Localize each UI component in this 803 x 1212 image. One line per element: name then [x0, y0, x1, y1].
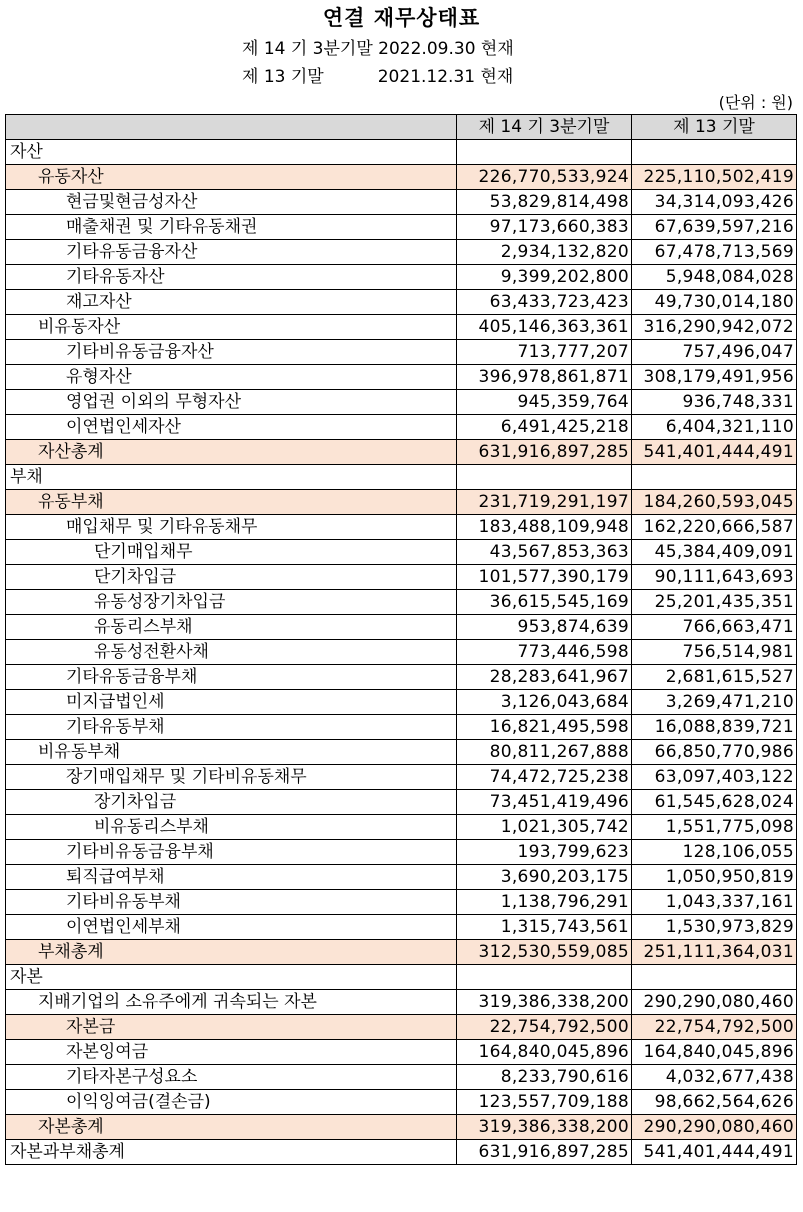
prior-period-value: 308,179,491,956	[632, 365, 797, 390]
table-row	[6, 640, 797, 665]
current-period-value: 631,916,897,285	[457, 1140, 632, 1165]
prior-period-value: 16,088,839,721	[632, 715, 797, 740]
prior-period-value: 25,201,435,351	[632, 590, 797, 615]
prior-period-value: 4,032,677,438	[632, 1065, 797, 1090]
table-row	[6, 665, 797, 690]
current-period-value	[457, 465, 632, 490]
prior-period-value: 22,754,792,500	[632, 1015, 797, 1040]
row-label: 기타비유동부채	[6, 890, 457, 915]
current-period-value: 36,615,545,169	[457, 590, 632, 615]
current-period-value: 164,840,045,896	[457, 1040, 632, 1065]
row-label: 지배기업의 소유주에게 귀속되는 자본	[6, 990, 457, 1015]
table-row	[6, 315, 797, 340]
prior-period-value: 34,314,093,426	[632, 190, 797, 215]
row-label: 부채	[6, 465, 457, 490]
current-period-value: 945,359,764	[457, 390, 632, 415]
table-row	[6, 790, 797, 815]
balance-sheet-table	[5, 114, 797, 1165]
prior-period-value: 164,840,045,896	[632, 1040, 797, 1065]
prior-period-value: 61,545,628,024	[632, 790, 797, 815]
current-period-value	[457, 140, 632, 165]
row-label: 매출채권 및 기타유동채권	[6, 215, 457, 240]
prior-period-value: 67,478,713,569	[632, 240, 797, 265]
row-label: 자본잉여금	[6, 1040, 457, 1065]
prior-period-value: 1,043,337,161	[632, 890, 797, 915]
table-row	[6, 490, 797, 515]
row-label: 단기차입금	[6, 565, 457, 590]
table-row	[6, 715, 797, 740]
table-row	[6, 1090, 797, 1115]
table-row	[6, 1065, 797, 1090]
row-label: 자산	[6, 140, 457, 165]
table-row	[6, 765, 797, 790]
row-label: 이연법인세부채	[6, 915, 457, 940]
prior-period-value: 251,111,364,031	[632, 940, 797, 965]
row-label: 이연법인세자산	[6, 415, 457, 440]
row-label: 현금및현금성자산	[6, 190, 457, 215]
row-label: 미지급법인세	[6, 690, 457, 715]
table-row	[6, 365, 797, 390]
row-label: 유동성장기차입금	[6, 590, 457, 615]
statement-title: 연결 재무상태표	[322, 6, 481, 30]
table-row	[6, 865, 797, 890]
header-item	[6, 115, 457, 140]
row-label: 유동성전환사채	[6, 640, 457, 665]
current-period-value: 3,690,203,175	[457, 865, 632, 890]
header-prior-period: 제 13 기말	[632, 115, 797, 140]
header-current-period: 제 14 기 3분기말	[457, 115, 632, 140]
prior-period-value: 49,730,014,180	[632, 290, 797, 315]
current-period-value: 1,138,796,291	[457, 890, 632, 915]
prior-period-value: 66,850,770,986	[632, 740, 797, 765]
table-row	[6, 390, 797, 415]
row-label: 기타유동금융부채	[6, 665, 457, 690]
table-row	[6, 1115, 797, 1140]
table-row	[6, 990, 797, 1015]
row-label: 유동자산	[6, 165, 457, 190]
current-period-value: 231,719,291,197	[457, 490, 632, 515]
table-row	[6, 740, 797, 765]
row-label: 부채총계	[6, 940, 457, 965]
row-label: 기타비유동금융자산	[6, 340, 457, 365]
table-row	[6, 1040, 797, 1065]
current-period-value: 773,446,598	[457, 640, 632, 665]
table-row	[6, 965, 797, 990]
table-row	[6, 615, 797, 640]
row-label: 단기매입채무	[6, 540, 457, 565]
current-period-value: 183,488,109,948	[457, 515, 632, 540]
prior-period-value: 541,401,444,491	[632, 1140, 797, 1165]
prior-period-value: 90,111,643,693	[632, 565, 797, 590]
current-period-value: 53,829,814,498	[457, 190, 632, 215]
current-period-value: 22,754,792,500	[457, 1015, 632, 1040]
table-row	[6, 565, 797, 590]
current-period-value: 319,386,338,200	[457, 1115, 632, 1140]
row-label: 기타유동자산	[6, 265, 457, 290]
current-period-value: 73,451,419,496	[457, 790, 632, 815]
table-row	[6, 940, 797, 965]
current-period-value: 63,433,723,423	[457, 290, 632, 315]
table-row	[6, 290, 797, 315]
current-period-value: 123,557,709,188	[457, 1090, 632, 1115]
row-label: 기타유동금융자산	[6, 240, 457, 265]
prior-period-value: 3,269,471,210	[632, 690, 797, 715]
prior-period-value: 98,662,564,626	[632, 1090, 797, 1115]
row-label: 기타자본구성요소	[6, 1065, 457, 1090]
current-period-label: 제 14 기 3분기말 2022.09.30 현재	[242, 39, 514, 59]
prior-period-value: 1,530,973,829	[632, 915, 797, 940]
unit-label: (단위 : 원)	[718, 93, 793, 112]
prior-period-value: 541,401,444,491	[632, 440, 797, 465]
current-period-value: 80,811,267,888	[457, 740, 632, 765]
current-period-value: 6,491,425,218	[457, 415, 632, 440]
prior-period-value: 290,290,080,460	[632, 990, 797, 1015]
prior-period-value: 1,050,950,819	[632, 865, 797, 890]
table-header-row	[6, 115, 797, 140]
row-label: 매입채무 및 기타유동채무	[6, 515, 457, 540]
table-row	[6, 215, 797, 240]
table-row	[6, 240, 797, 265]
row-label: 자본	[6, 965, 457, 990]
table-row	[6, 440, 797, 465]
current-period-value: 8,233,790,616	[457, 1065, 632, 1090]
row-label: 기타유동부채	[6, 715, 457, 740]
prior-period-value: 63,097,403,122	[632, 765, 797, 790]
row-label: 비유동부채	[6, 740, 457, 765]
prior-period-value: 766,663,471	[632, 615, 797, 640]
prior-period-value: 128,106,055	[632, 840, 797, 865]
table-row	[6, 590, 797, 615]
table-row	[6, 915, 797, 940]
current-period-value: 319,386,338,200	[457, 990, 632, 1015]
current-period-value: 2,934,132,820	[457, 240, 632, 265]
row-label: 유동리스부채	[6, 615, 457, 640]
table-row	[6, 515, 797, 540]
prior-period-value: 5,948,084,028	[632, 265, 797, 290]
row-label: 영업권 이외의 무형자산	[6, 390, 457, 415]
current-period-value: 193,799,623	[457, 840, 632, 865]
row-label: 유형자산	[6, 365, 457, 390]
row-label: 이익잉여금(결손금)	[6, 1090, 457, 1115]
row-label: 장기차입금	[6, 790, 457, 815]
prior-period-value: 184,260,593,045	[632, 490, 797, 515]
table-row	[6, 1140, 797, 1165]
table-row	[6, 140, 797, 165]
current-period-value: 43,567,853,363	[457, 540, 632, 565]
prior-period-value: 290,290,080,460	[632, 1115, 797, 1140]
prior-period-value: 67,639,597,216	[632, 215, 797, 240]
row-label: 퇴직급여부채	[6, 865, 457, 890]
row-label: 비유동자산	[6, 315, 457, 340]
row-label: 자본금	[6, 1015, 457, 1040]
prior-period-value: 225,110,502,419	[632, 165, 797, 190]
row-label: 유동부채	[6, 490, 457, 515]
table-row	[6, 815, 797, 840]
prior-period-value: 2,681,615,527	[632, 665, 797, 690]
row-label: 기타비유동금융부채	[6, 840, 457, 865]
prior-period-value: 1,551,775,098	[632, 815, 797, 840]
current-period-value: 631,916,897,285	[457, 440, 632, 465]
current-period-value: 312,530,559,085	[457, 940, 632, 965]
current-period-value: 28,283,641,967	[457, 665, 632, 690]
table-row	[6, 1015, 797, 1040]
current-period-value: 226,770,533,924	[457, 165, 632, 190]
row-label: 자본총계	[6, 1115, 457, 1140]
prior-period-value: 45,384,409,091	[632, 540, 797, 565]
current-period-value	[457, 965, 632, 990]
current-period-value: 953,874,639	[457, 615, 632, 640]
prior-period-value: 936,748,331	[632, 390, 797, 415]
current-period-value: 1,021,305,742	[457, 815, 632, 840]
table-row	[6, 340, 797, 365]
current-period-value: 97,173,660,383	[457, 215, 632, 240]
prior-period-value: 756,514,981	[632, 640, 797, 665]
table-row	[6, 265, 797, 290]
current-period-value: 713,777,207	[457, 340, 632, 365]
row-label: 장기매입채무 및 기타비유동채무	[6, 765, 457, 790]
table-row	[6, 540, 797, 565]
table-row	[6, 190, 797, 215]
current-period-value: 1,315,743,561	[457, 915, 632, 940]
prior-period-label: 제 13 기말 2021.12.31 현재	[242, 67, 514, 87]
current-period-value: 3,126,043,684	[457, 690, 632, 715]
current-period-value: 16,821,495,598	[457, 715, 632, 740]
row-label: 자본과부채총계	[6, 1140, 457, 1165]
table-row	[6, 165, 797, 190]
table-row	[6, 415, 797, 440]
prior-period-value: 162,220,666,587	[632, 515, 797, 540]
current-period-value: 396,978,861,871	[457, 365, 632, 390]
current-period-value: 101,577,390,179	[457, 565, 632, 590]
table-row	[6, 465, 797, 490]
table-row	[6, 890, 797, 915]
prior-period-value	[632, 465, 797, 490]
prior-period-value	[632, 140, 797, 165]
row-label: 재고자산	[6, 290, 457, 315]
prior-period-value	[632, 965, 797, 990]
current-period-value: 405,146,363,361	[457, 315, 632, 340]
current-period-value: 9,399,202,800	[457, 265, 632, 290]
row-label: 비유동리스부채	[6, 815, 457, 840]
prior-period-value: 6,404,321,110	[632, 415, 797, 440]
row-label: 자산총계	[6, 440, 457, 465]
current-period-value: 74,472,725,238	[457, 765, 632, 790]
prior-period-value: 757,496,047	[632, 340, 797, 365]
table-row	[6, 690, 797, 715]
table-row	[6, 840, 797, 865]
prior-period-value: 316,290,942,072	[632, 315, 797, 340]
